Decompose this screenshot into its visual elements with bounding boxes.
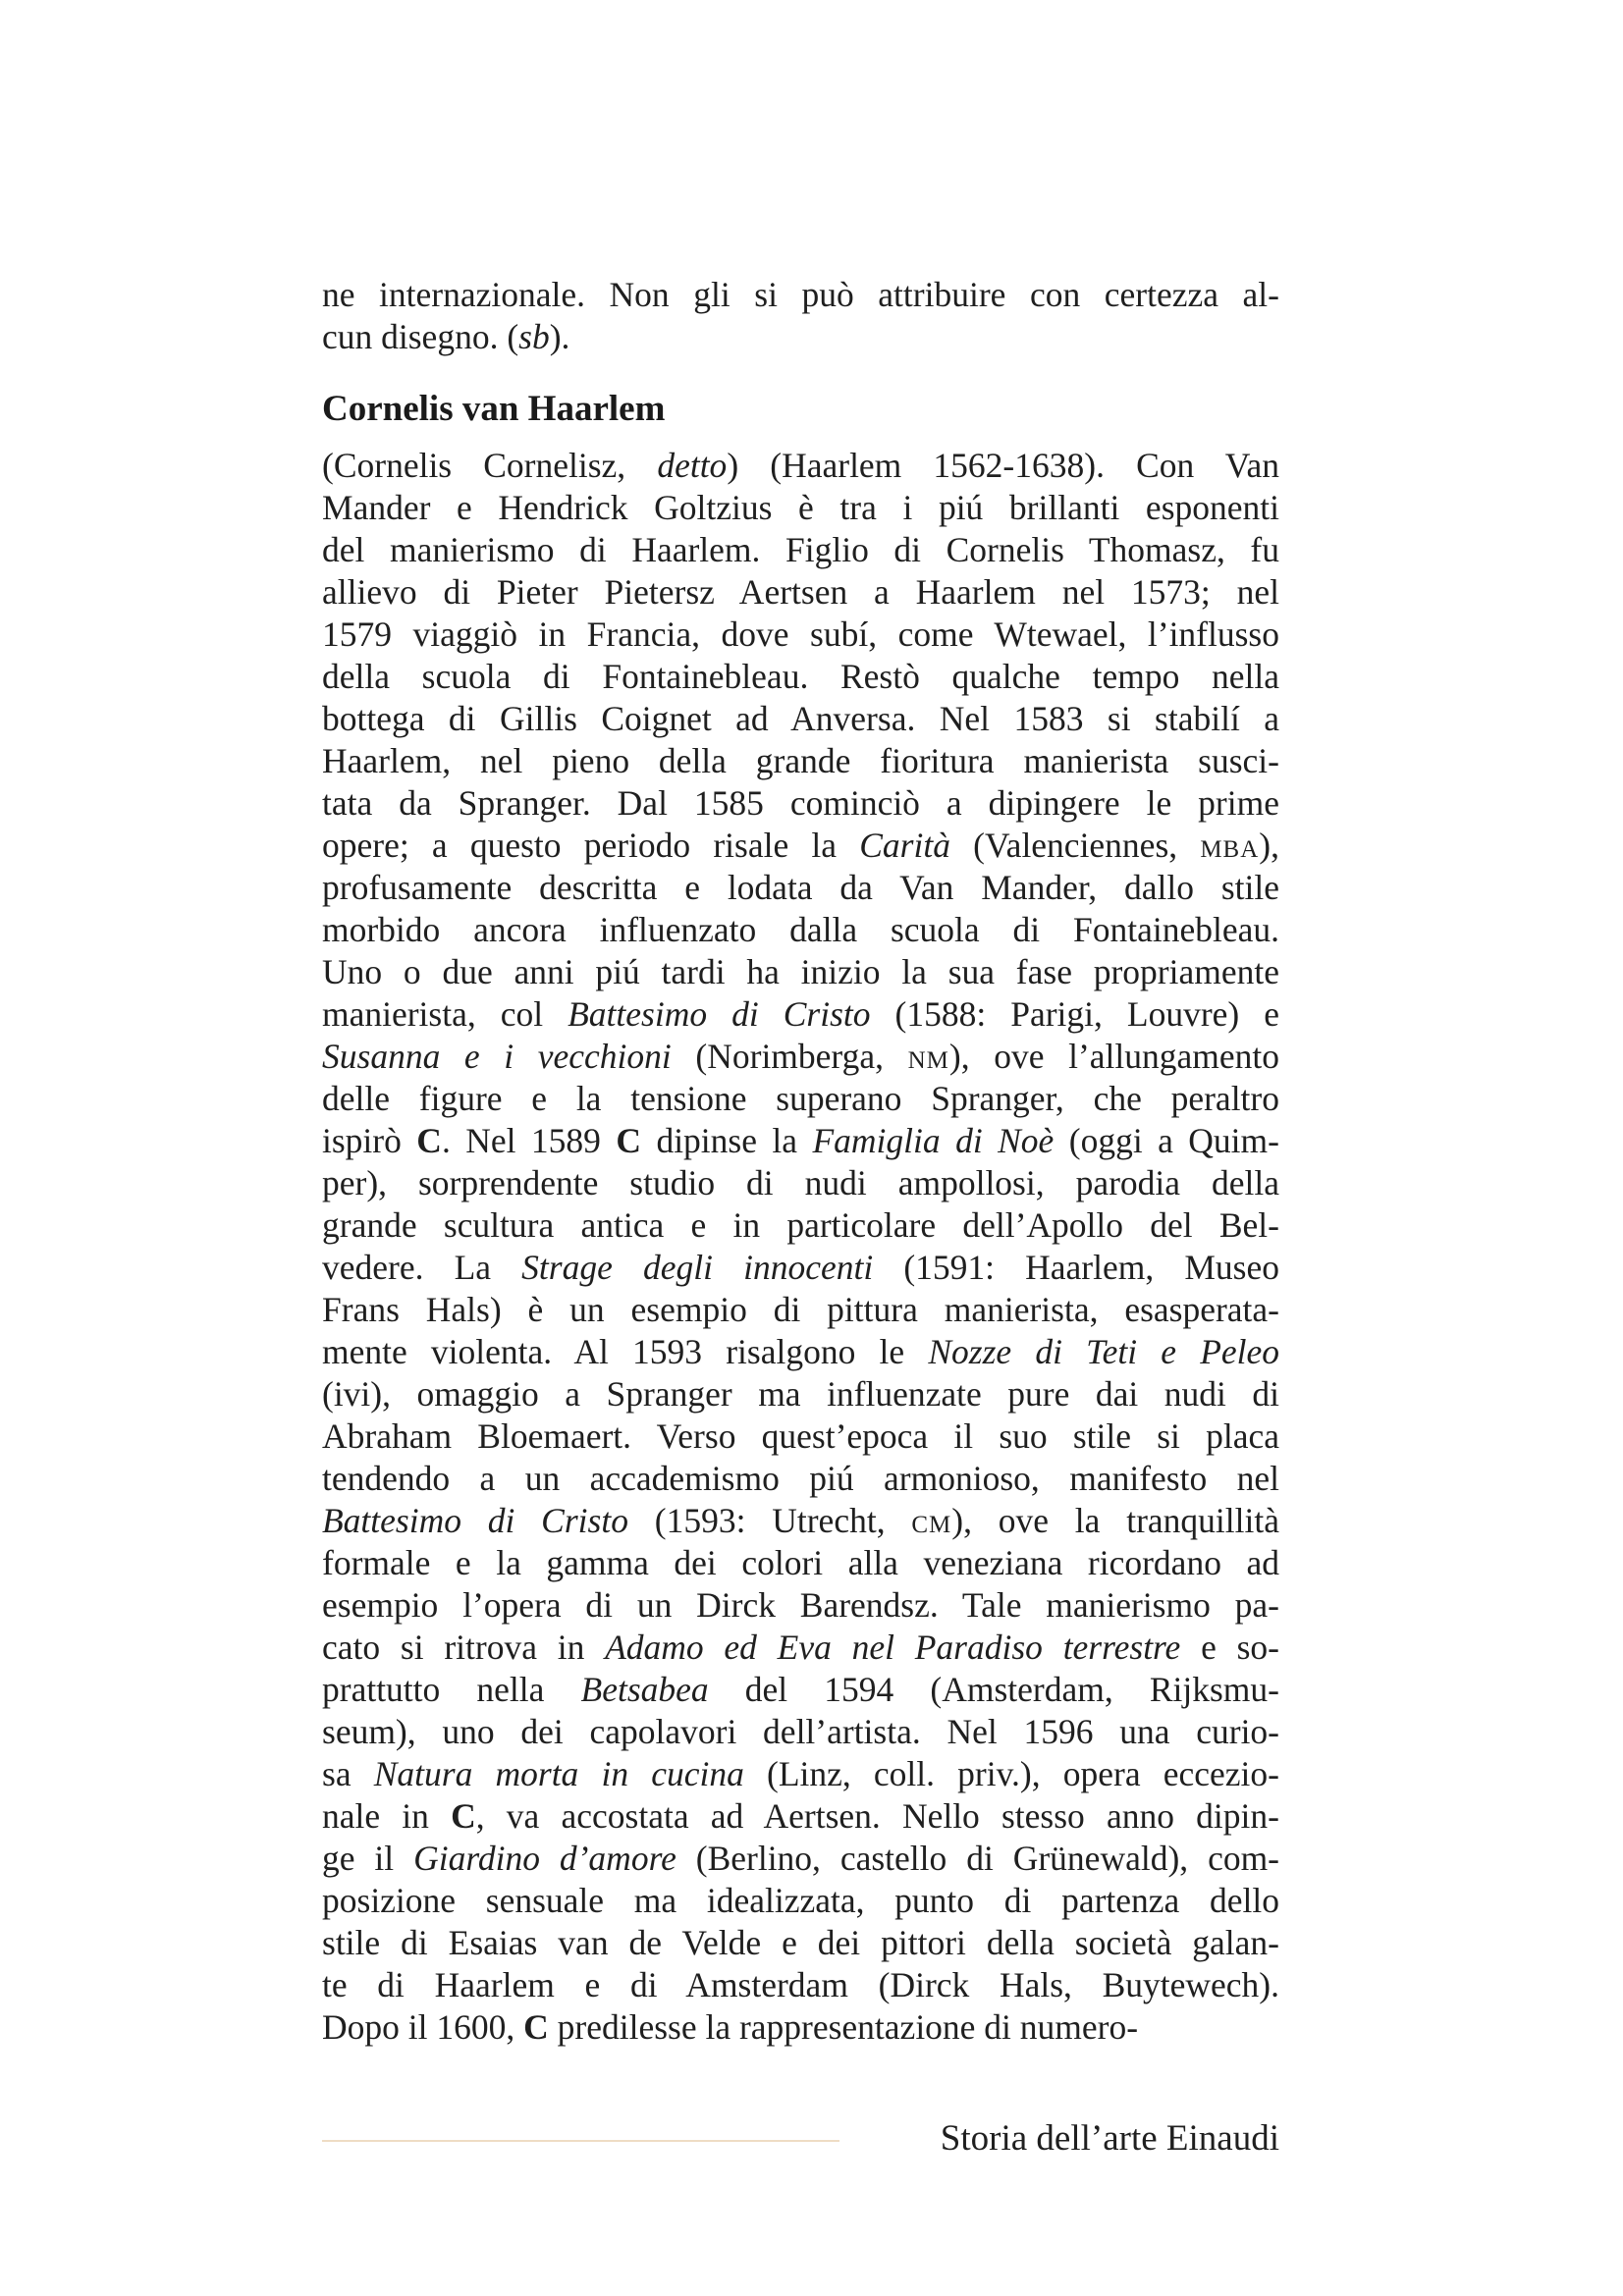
text-line: cun disegno. (sb). bbox=[322, 317, 570, 356]
footer-title: Storia dell’arte Einaudi bbox=[940, 2118, 1279, 2159]
text-line: seum), uno dei capolavori dell’artista. Nel 1596 una curio- bbox=[322, 1712, 1279, 1751]
text-line: allievo di Pieter Pietersz Aertsen a Haarlem nel 1573; nel bbox=[322, 572, 1279, 612]
text-line: te di Haarlem e di Amsterdam (Dirck Hals, Buytewech). bbox=[322, 1965, 1279, 2004]
text-line: delle figure e la tensione superano Spranger, che peraltro bbox=[322, 1079, 1279, 1118]
text-line: ne internazionale. Non gli si può attribuire con certezza al- bbox=[322, 275, 1279, 314]
text-line: Abraham Bloemaert. Verso quest’epoca il suo stile si placa bbox=[322, 1416, 1279, 1456]
text-line: mente violenta. Al 1593 risalgono le Nozze di Teti e Peleo bbox=[322, 1332, 1280, 1371]
text-line: sa Natura morta in cucina (Linz, coll. priv.), opera eccezio- bbox=[322, 1754, 1279, 1793]
text-line: per), sorprendente studio di nudi ampollosi, parodia della bbox=[322, 1163, 1279, 1202]
text-line: (ivi), omaggio a Spranger ma influenzate pure dai nudi di bbox=[322, 1374, 1279, 1414]
text-line: nale in C, va accostata ad Aertsen. Nello stesso anno dipin- bbox=[322, 1796, 1279, 1836]
text-line: cato si ritrova in Adamo ed Eva nel Paradiso terrestre e so- bbox=[322, 1628, 1279, 1667]
text-line: (Cornelis Cornelisz, detto) (Haarlem 1562-1638). Con Van bbox=[322, 446, 1279, 485]
text-line: tata da Spranger. Dal 1585 cominciò a dipingere le prime bbox=[322, 783, 1279, 823]
text-line: opere; a questo periodo risale la Carità (Valenciennes, mba), bbox=[322, 826, 1279, 865]
text-line: profusamente descritta e lodata da Van Mander, dallo stile bbox=[322, 868, 1279, 907]
text-line: manierista, col Battesimo di Cristo (1588: Parigi, Louvre) e bbox=[322, 994, 1280, 1034]
entry-heading: Cornelis van Haarlem bbox=[322, 389, 666, 429]
text-line: della scuola di Fontainebleau. Restò qualche tempo nella bbox=[322, 657, 1279, 696]
text-line: prattutto nella Betsabea del 1594 (Amsterdam, Rijksmu- bbox=[322, 1670, 1279, 1709]
text-line: stile di Esaias van de Velde e dei pittori della società galan- bbox=[322, 1923, 1279, 1962]
text-line: vedere. La Strage degli innocenti (1591: Haarlem, Museo bbox=[322, 1248, 1279, 1287]
text-line: Susanna e i vecchioni (Norimberga, nm), ove l’allungamento bbox=[322, 1037, 1279, 1076]
text-line: esempio l’opera di un Dirck Barendsz. Tale manierismo pa- bbox=[322, 1585, 1279, 1625]
text-line: posizione sensuale ma idealizzata, punto di partenza dello bbox=[322, 1881, 1279, 1920]
text-line: ge il Giardino d’amore (Berlino, castello di Grünewald), com- bbox=[322, 1839, 1280, 1878]
text-line: 1579 viaggiò in Francia, dove subí, come Wtewael, l’influsso bbox=[322, 614, 1279, 654]
previous-entry-continuation bbox=[322, 274, 1279, 358]
text-line: grande scultura antica e in particolare dell’Apollo del Bel- bbox=[322, 1205, 1279, 1245]
text-line: Frans Hals) è un esempio di pittura manierista, esasperata- bbox=[322, 1290, 1279, 1329]
text-line: del manierismo di Haarlem. Figlio di Cornelis Thomasz, fu bbox=[322, 530, 1279, 569]
text-line: bottega di Gillis Coignet ad Anversa. Nel 1583 si stabilí a bbox=[322, 699, 1279, 738]
text-line: Dopo il 1600, C predilesse la rappresentazione di numero- bbox=[322, 2007, 1139, 2047]
text-line: Uno o due anni piú tardi ha inizio la sua fase propriamente bbox=[322, 952, 1279, 991]
text-line: ispirò C. Nel 1589 C dipinse la Famiglia di Noè (oggi a Quim- bbox=[322, 1121, 1279, 1160]
text-line: formale e la gamma dei colori alla veneziana ricordano ad bbox=[322, 1543, 1279, 1582]
text-line: Mander e Hendrick Goltzius è tra i piú brillanti esponenti bbox=[322, 488, 1279, 527]
text-line: morbido ancora influenzato dalla scuola di Fontainebleau. bbox=[322, 910, 1279, 949]
text-line: Battesimo di Cristo (1593: Utrecht, cm), ove la tranquillità bbox=[322, 1501, 1279, 1540]
footer-rule bbox=[322, 2140, 839, 2142]
entry-body bbox=[322, 445, 1279, 2049]
text-line: tendendo a un accademismo piú armonioso, manifesto nel bbox=[322, 1459, 1279, 1498]
text-line: Haarlem, nel pieno della grande fioritura manierista susci- bbox=[322, 741, 1279, 780]
